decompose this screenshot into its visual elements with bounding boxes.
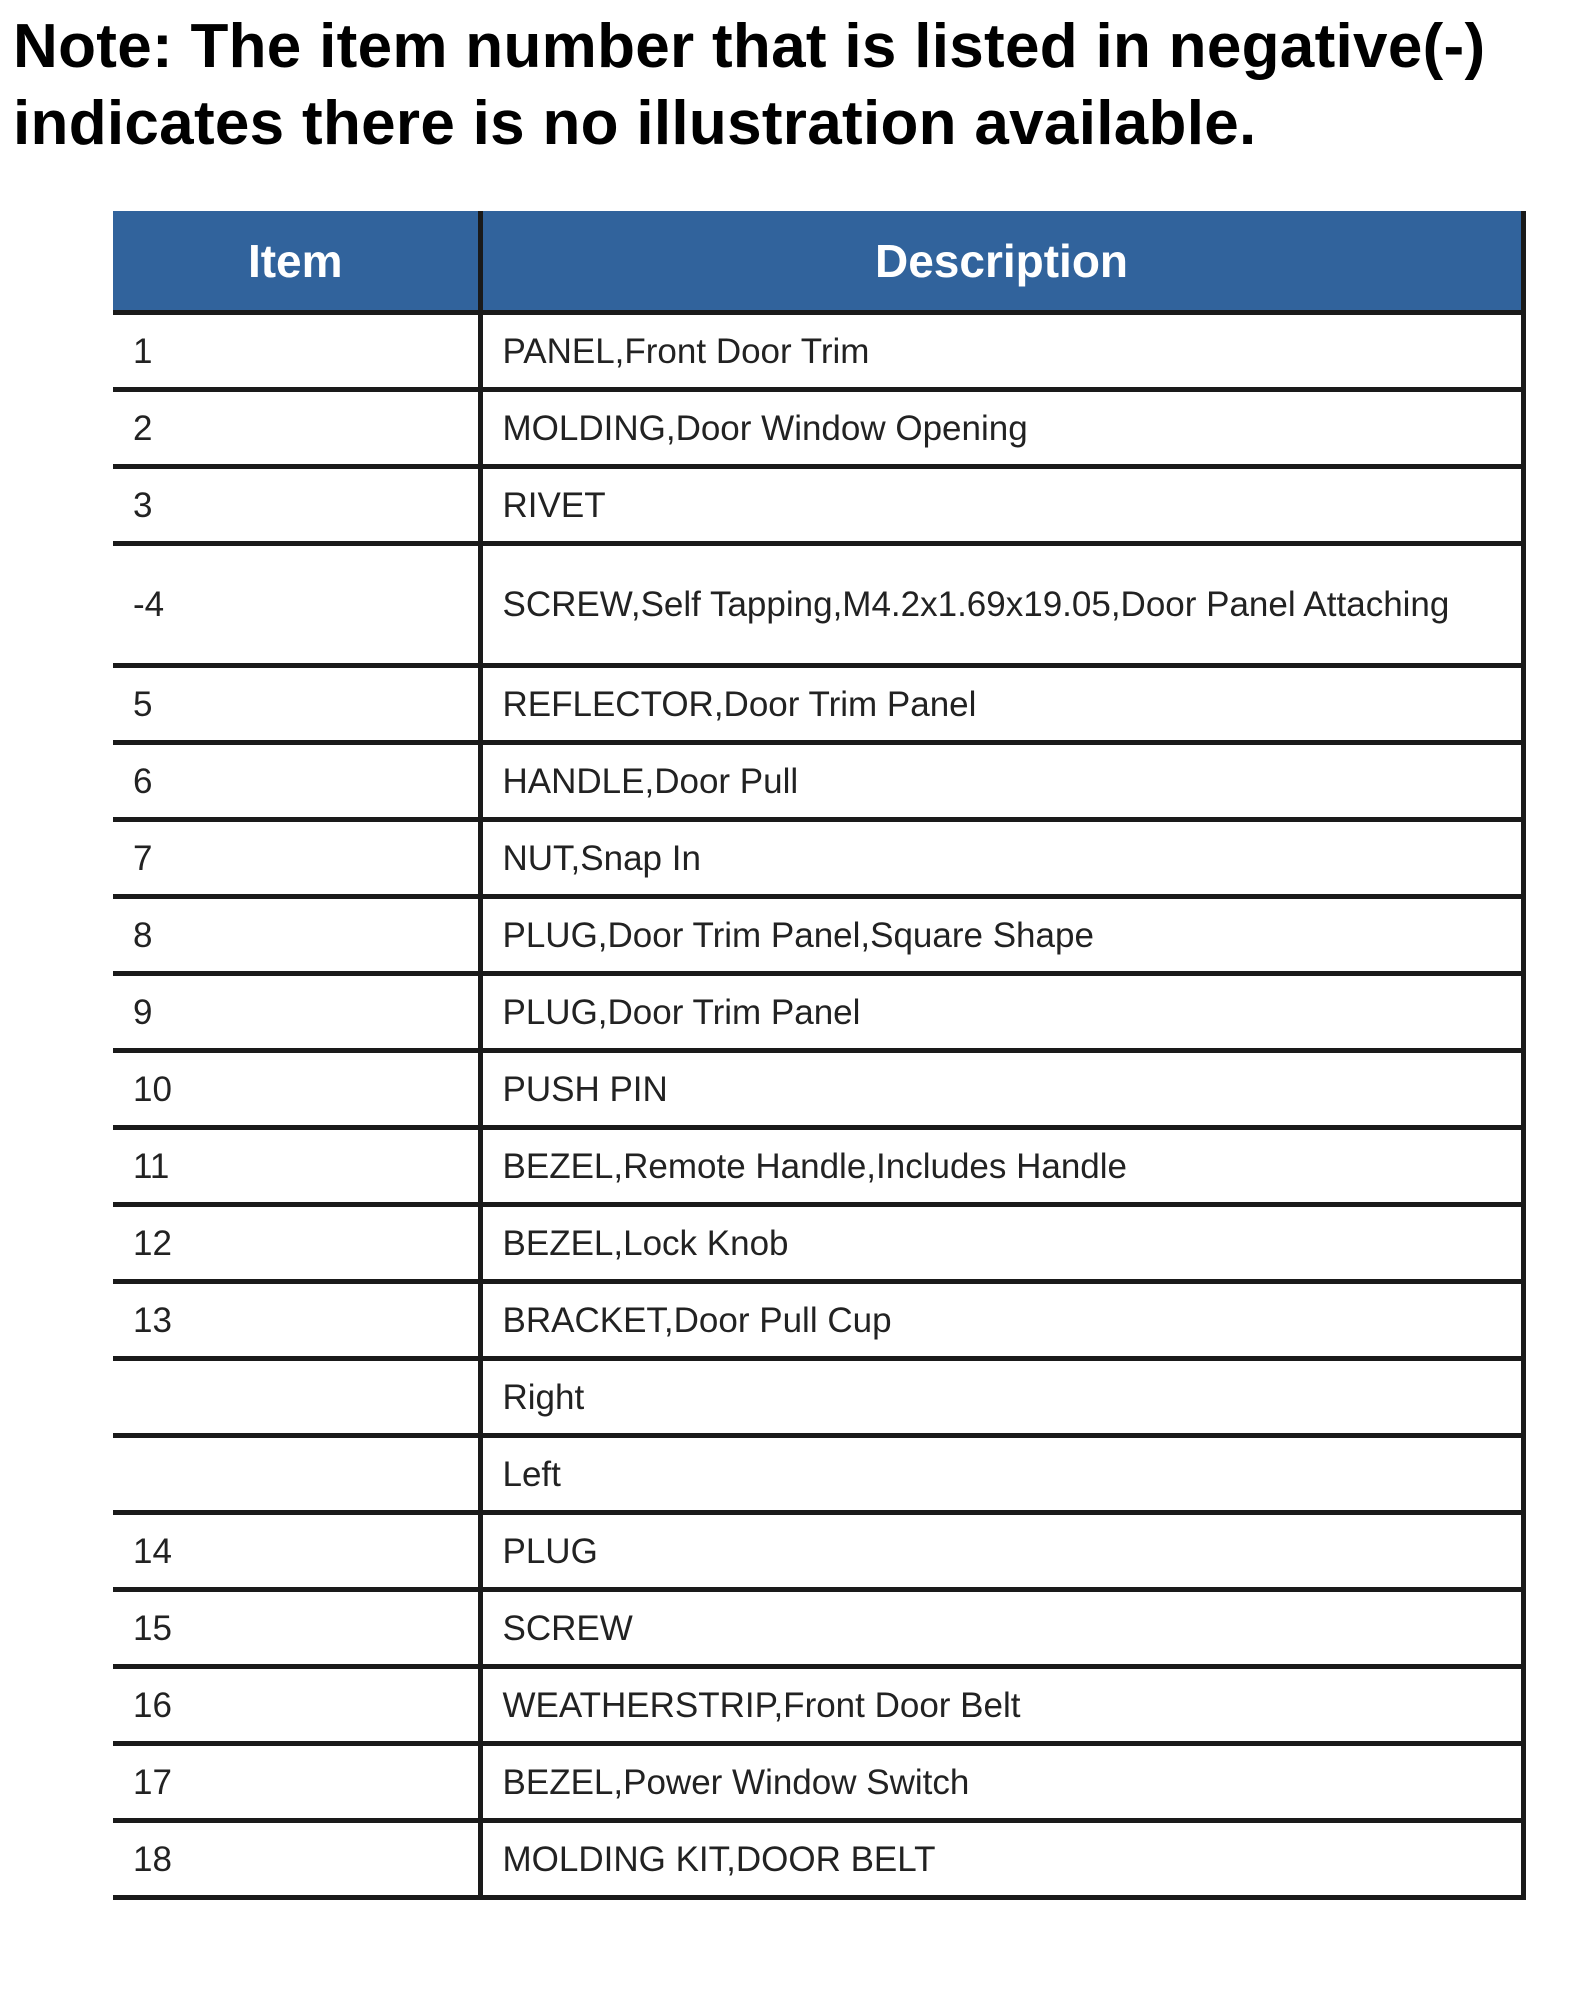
- table-row: [113, 974, 1523, 1051]
- item-number: 18: [113, 1821, 480, 1898]
- table-row: [113, 1128, 1523, 1205]
- item-number: 16: [113, 1667, 480, 1744]
- item-description: BEZEL,Remote Handle,Includes Handle: [480, 1128, 1523, 1205]
- item-description: NUT,Snap In: [480, 820, 1523, 897]
- table-header: [113, 211, 1523, 313]
- item-description: MOLDING KIT,DOOR BELT: [480, 1821, 1523, 1898]
- table-row: [113, 1205, 1523, 1282]
- item-description: PLUG: [480, 1513, 1523, 1590]
- item-description: HANDLE,Door Pull: [480, 743, 1523, 820]
- note-heading: [13, 8, 1485, 162]
- item-description: MOLDING,Door Window Opening: [480, 390, 1523, 467]
- item-description: BEZEL,Lock Knob: [480, 1205, 1523, 1282]
- table-row: [113, 897, 1523, 974]
- item-number: 17: [113, 1744, 480, 1821]
- table-body: [113, 313, 1523, 1898]
- item-description: PLUG,Door Trim Panel,Square Shape: [480, 897, 1523, 974]
- item-description: WEATHERSTRIP,Front Door Belt: [480, 1667, 1523, 1744]
- table-row: [113, 1359, 1523, 1436]
- item-number: [113, 1436, 480, 1513]
- item-number: 1: [113, 313, 480, 390]
- item-number: 8: [113, 897, 480, 974]
- item-description: Left: [480, 1436, 1523, 1513]
- item-description: REFLECTOR,Door Trim Panel: [480, 666, 1523, 743]
- item-number: 13: [113, 1282, 480, 1359]
- note-line-2: indicates there is no illustration available.: [13, 89, 1257, 158]
- item-description: RIVET: [480, 467, 1523, 544]
- item-column-header: Item: [113, 211, 480, 313]
- item-description: SCREW,Self Tapping,M4.2x1.69x19.05,Door Panel Attaching: [480, 544, 1523, 666]
- table-row: [113, 1282, 1523, 1359]
- table-row: [113, 1590, 1523, 1667]
- item-description: SCREW: [480, 1590, 1523, 1667]
- item-number: 7: [113, 820, 480, 897]
- item-number: 6: [113, 743, 480, 820]
- item-number: 15: [113, 1590, 480, 1667]
- item-description: BRACKET,Door Pull Cup: [480, 1282, 1523, 1359]
- item-number: [113, 1359, 480, 1436]
- item-description: PANEL,Front Door Trim: [480, 313, 1523, 390]
- item-number: 2: [113, 390, 480, 467]
- table-row: [113, 1744, 1523, 1821]
- table-row: [113, 820, 1523, 897]
- item-number: 12: [113, 1205, 480, 1282]
- item-number: 3: [113, 467, 480, 544]
- table-row: [113, 1513, 1523, 1590]
- item-description: PLUG,Door Trim Panel: [480, 974, 1523, 1051]
- item-description: PUSH PIN: [480, 1051, 1523, 1128]
- note-line-1: Note: The item number that is listed in negative(-): [13, 12, 1486, 81]
- table-row: [113, 1051, 1523, 1128]
- table-row: [113, 467, 1523, 544]
- item-number: 14: [113, 1513, 480, 1590]
- table-row: [113, 390, 1523, 467]
- table-row: [113, 1821, 1523, 1898]
- table-row: [113, 544, 1523, 666]
- table-row: [113, 666, 1523, 743]
- table-row: [113, 313, 1523, 390]
- parts-table: [113, 211, 1526, 1900]
- item-number: 10: [113, 1051, 480, 1128]
- item-number: -4: [113, 544, 480, 666]
- item-number: 5: [113, 666, 480, 743]
- item-number: 11: [113, 1128, 480, 1205]
- table-row: [113, 1667, 1523, 1744]
- item-number: 9: [113, 974, 480, 1051]
- table-row: [113, 1436, 1523, 1513]
- description-column-header: Description: [480, 211, 1523, 313]
- item-description: Right: [480, 1359, 1523, 1436]
- item-description: BEZEL,Power Window Switch: [480, 1744, 1523, 1821]
- table-row: [113, 743, 1523, 820]
